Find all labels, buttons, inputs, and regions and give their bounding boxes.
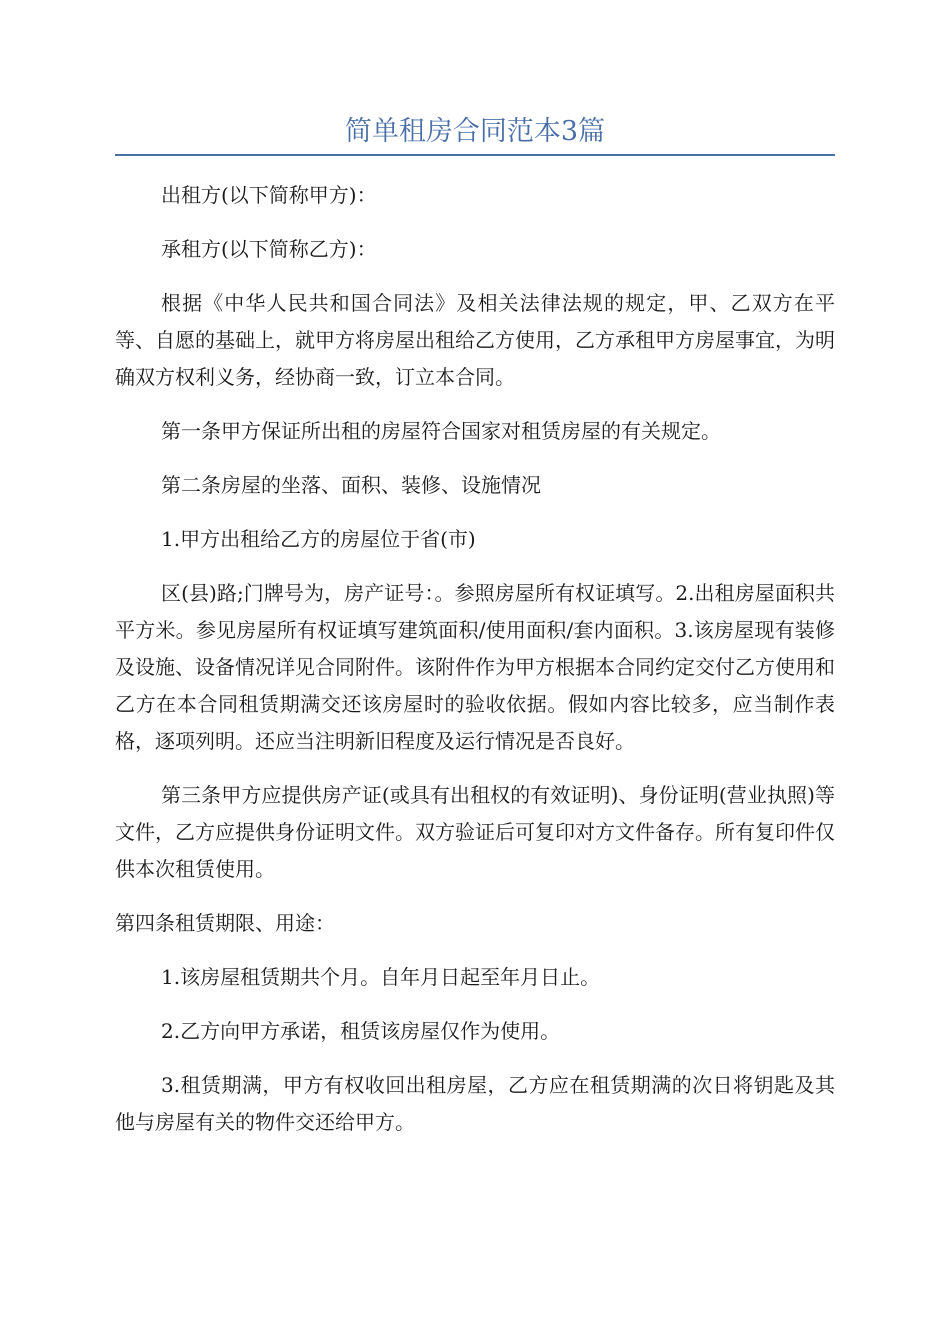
paragraph-lessor: 出租方(以下简称甲方)：: [161, 183, 377, 207]
paragraph-article-2-details: 区(县)路;门牌号为，房产证号：。参照房屋所有权证填写。2.出租房屋面积共平方米。参见房屋所有权证填写建筑面积/使用面积/套内面积。3.该房屋现有装修及设施、设备情况详见合同附件。该附件作为甲方根据本合同约定交付乙方使用和乙方在本合同租赁期满交还该房屋时的验收依据。假如内容比较多，应当制作表格，逐项列明。还应当注明新旧程度及运行情况是否良好。: [115, 581, 835, 753]
paragraph-article-2-item-1: 1.甲方出租给乙方的房屋位于省(市): [161, 527, 476, 551]
paragraph-article-4: 第四条租赁期限、用途：: [115, 911, 335, 935]
paragraph-article-1: 第一条甲方保证所出租的房屋符合国家对租赁房屋的有关规定。: [161, 419, 721, 443]
paragraph-preamble: 根据《中华人民共和国合同法》及相关法律法规的规定，甲、乙双方在平等、自愿的基础上，就甲方将房屋出租给乙方使用，乙方承租甲方房屋事宜，为明确双方权利义务，经协商一致，订立本合同。: [115, 291, 835, 389]
document-title: 简单租房合同范本3篇: [344, 116, 606, 147]
document-body: [115, 177, 835, 1158]
paragraph-article-4-item-2: 2.乙方向甲方承诺，租赁该房屋仅作为使用。: [161, 1019, 561, 1043]
paragraph-lessee: 承租方(以下简称乙方)：: [161, 237, 377, 261]
title-block: [115, 112, 835, 156]
paragraph-article-3: 第三条甲方应提供房产证(或具有出租权的有效证明)、身份证明(营业执照)等文件，乙方应提供身份证明文件。双方验证后可复印对方文件备存。所有复印件仅供本次租赁使用。: [115, 783, 835, 881]
paragraph-article-2: 第二条房屋的坐落、面积、装修、设施情况: [161, 473, 541, 497]
paragraph-article-4-item-3: 3.租赁期满，甲方有权收回出租房屋，乙方应在租赁期满的次日将钥匙及其他与房屋有关的物件交还给甲方。: [115, 1073, 835, 1134]
paragraph-article-4-item-1: 1.该房屋租赁期共个月。自年月日起至年月日止。: [161, 965, 601, 989]
